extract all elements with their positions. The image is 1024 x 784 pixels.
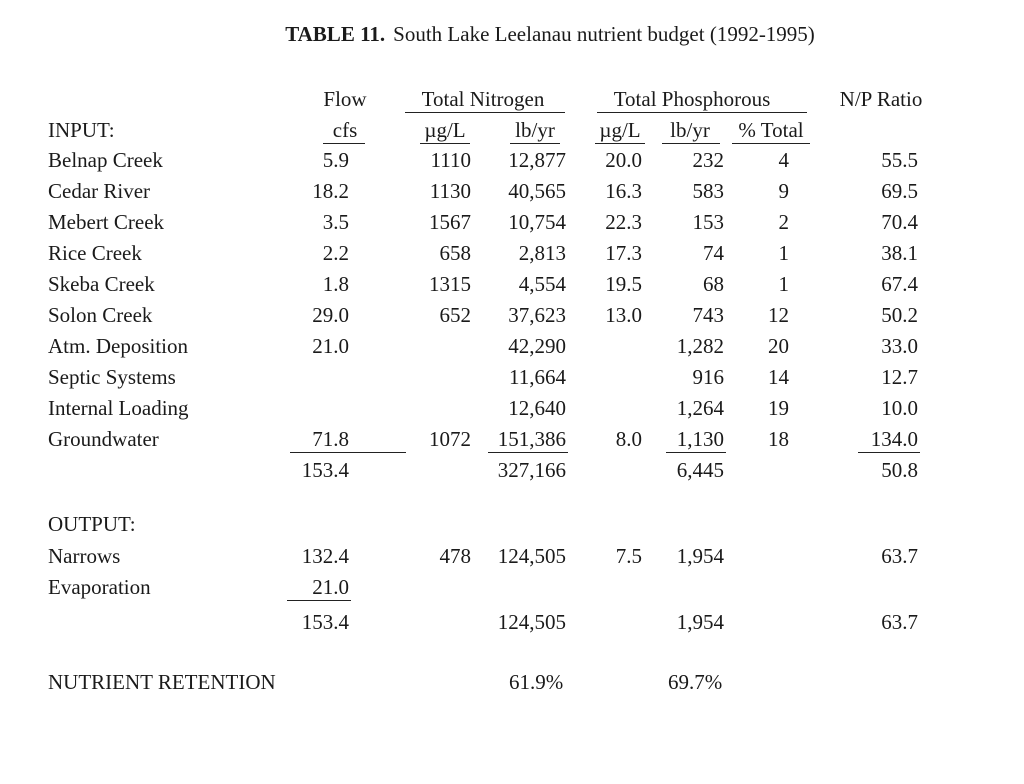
header-p-lbyr-underline: [662, 143, 720, 144]
output-cell-p-ugl: 7.5: [615, 544, 642, 568]
output-cell-np: 63.7: [881, 544, 918, 568]
input-cell-n-lbyr: 12,877: [508, 148, 566, 172]
input-cell-n-ugl: 658: [439, 241, 471, 265]
input-cell-p-ugl: 16.3: [605, 179, 642, 203]
header-np-ratio: N/P Ratio: [839, 87, 923, 111]
input-cell-p-lbyr: 1,282: [676, 334, 724, 358]
input-cell-flow: 2.2: [322, 241, 349, 265]
input-cell-np: 70.4: [881, 210, 918, 234]
input-np-total-rule: [858, 452, 920, 453]
input-cell-p-ugl: 17.3: [605, 241, 642, 265]
input-cell-n-lbyr: 10,754: [508, 210, 566, 234]
output-cell-n-ugl: 478: [439, 544, 471, 568]
input-cell-flow: 29.0: [312, 303, 349, 327]
input-cell-n-lbyr: 40,565: [508, 179, 566, 203]
input-cell-n-lbyr: 151,386: [497, 427, 566, 451]
output-cell-flow: 21.0: [312, 575, 349, 599]
retention-phosphorous: 69.7%: [668, 670, 723, 694]
input-cell-p-ugl: 13.0: [605, 303, 642, 327]
input-cell-n-ugl: 1072: [429, 427, 471, 451]
output-cell-name: Evaporation: [48, 575, 151, 599]
input-cell-name: Atm. Deposition: [48, 334, 188, 358]
input-cell-flow: 3.5: [322, 210, 349, 234]
output-flow-total-rule: [287, 600, 351, 601]
header-total-phosphorous: Total Phosphorous: [613, 87, 771, 111]
header-n-ugl: µg/L: [424, 118, 466, 142]
input-cell-np: 55.5: [881, 148, 918, 172]
input-cell-p-ugl: 22.3: [605, 210, 642, 234]
header-cfs: cfs: [332, 118, 358, 142]
output-total-p-lbyr: 1,954: [676, 610, 724, 634]
input-cell-np: 67.4: [881, 272, 918, 296]
input-cell-name: Internal Loading: [48, 396, 189, 420]
input-cell-np: 69.5: [881, 179, 918, 203]
header-flow: Flow: [323, 87, 367, 111]
header-nitrogen-underline: [405, 112, 565, 113]
table-number: TABLE 11.: [285, 22, 386, 46]
input-section-label: INPUT:: [48, 118, 115, 142]
output-cell-name: Narrows: [48, 544, 121, 568]
header-p-pct-underline: [732, 143, 810, 144]
input-cell-flow: 5.9: [322, 148, 349, 172]
input-cell-p-lbyr: 232: [692, 148, 724, 172]
input-cell-p-ugl: 8.0: [615, 427, 642, 451]
input-cell-flow: 1.8: [322, 272, 349, 296]
input-cell-name: Skeba Creek: [48, 272, 155, 296]
input-cell-pct: 20: [768, 334, 789, 358]
header-n-ugl-underline: [420, 143, 470, 144]
input-cell-pct: 1: [778, 241, 789, 265]
input-cell-flow: 21.0: [312, 334, 349, 358]
input-p-lbyr-total-rule: [666, 452, 726, 453]
input-cell-n-lbyr: 12,640: [508, 396, 566, 420]
output-cell-n-lbyr: 124,505: [497, 544, 566, 568]
input-cell-n-ugl: 1567: [429, 210, 471, 234]
input-cell-np: 38.1: [881, 241, 918, 265]
input-total-np: 50.8: [881, 458, 918, 482]
input-cell-p-lbyr: 1,264: [676, 396, 724, 420]
input-cell-name: Solon Creek: [48, 303, 153, 327]
input-cell-name: Mebert Creek: [48, 210, 165, 234]
input-total-flow: 153.4: [301, 458, 349, 482]
input-cell-n-lbyr: 37,623: [508, 303, 566, 327]
input-n-lbyr-total-rule: [488, 452, 568, 453]
input-cell-np: 12.7: [881, 365, 918, 389]
input-cell-n-lbyr: 11,664: [509, 365, 566, 389]
header-p-ugl: µg/L: [599, 118, 641, 142]
input-cell-np: 50.2: [881, 303, 918, 327]
input-cell-n-lbyr: 42,290: [508, 334, 566, 358]
input-cell-p-lbyr: 74: [703, 241, 724, 265]
header-p-pct: % Total: [738, 118, 804, 142]
input-flow-total-rule: [290, 452, 406, 453]
input-cell-n-ugl: 1315: [429, 272, 471, 296]
input-cell-name: Cedar River: [48, 179, 151, 203]
header-n-lbyr: lb/yr: [515, 118, 555, 142]
input-cell-n-ugl: 1130: [429, 179, 471, 203]
header-p-lbyr: lb/yr: [670, 118, 710, 142]
input-cell-p-lbyr: 916: [692, 365, 724, 389]
output-cell-flow: 132.4: [301, 544, 349, 568]
input-cell-pct: 18: [768, 427, 789, 451]
retention-nitrogen: 61.9%: [509, 670, 564, 694]
input-cell-n-lbyr: 4,554: [518, 272, 566, 296]
input-cell-p-lbyr: 1,130: [676, 427, 724, 451]
header-p-ugl-underline: [595, 143, 645, 144]
header-phosphorous-underline: [597, 112, 807, 113]
input-cell-pct: 1: [778, 272, 789, 296]
output-total-n-lbyr: 124,505: [497, 610, 566, 634]
input-cell-name: Rice Creek: [48, 241, 142, 265]
input-cell-p-lbyr: 743: [692, 303, 724, 327]
input-cell-pct: 19: [768, 396, 789, 420]
input-cell-p-lbyr: 153: [692, 210, 724, 234]
input-cell-name: Groundwater: [48, 427, 159, 451]
input-cell-pct: 12: [768, 303, 789, 327]
input-cell-p-lbyr: 68: [703, 272, 724, 296]
input-cell-n-ugl: 1110: [430, 148, 471, 172]
input-cell-pct: 14: [768, 365, 789, 389]
input-cell-pct: 4: [778, 148, 789, 172]
output-cell-p-lbyr: 1,954: [676, 544, 724, 568]
input-cell-name: Septic Systems: [48, 365, 176, 389]
input-cell-p-lbyr: 583: [692, 179, 724, 203]
input-cell-flow: 71.8: [312, 427, 349, 451]
table-caption: South Lake Leelanau nutrient budget (1992-1995): [393, 22, 815, 46]
table-title: [0, 22, 1024, 47]
input-cell-n-lbyr: 2,813: [518, 241, 566, 265]
input-total-n-lbyr: 327,166: [497, 458, 566, 482]
input-cell-p-ugl: 20.0: [605, 148, 642, 172]
output-section-label: OUTPUT:: [48, 512, 136, 536]
output-total-np: 63.7: [881, 610, 918, 634]
input-cell-flow: 18.2: [312, 179, 349, 203]
output-total-flow: 153.4: [301, 610, 349, 634]
input-cell-np: 134.0: [870, 427, 918, 451]
header-cfs-underline: [323, 143, 365, 144]
input-cell-pct: 2: [778, 210, 789, 234]
input-cell-np: 10.0: [881, 396, 918, 420]
input-cell-pct: 9: [778, 179, 789, 203]
input-total-p-lbyr: 6,445: [676, 458, 724, 482]
input-cell-name: Belnap Creek: [48, 148, 163, 172]
input-cell-p-ugl: 19.5: [605, 272, 642, 296]
header-n-lbyr-underline: [510, 143, 560, 144]
retention-label: NUTRIENT RETENTION: [48, 670, 276, 694]
header-total-nitrogen: Total Nitrogen: [421, 87, 545, 111]
input-cell-n-ugl: 652: [439, 303, 471, 327]
input-cell-np: 33.0: [881, 334, 918, 358]
